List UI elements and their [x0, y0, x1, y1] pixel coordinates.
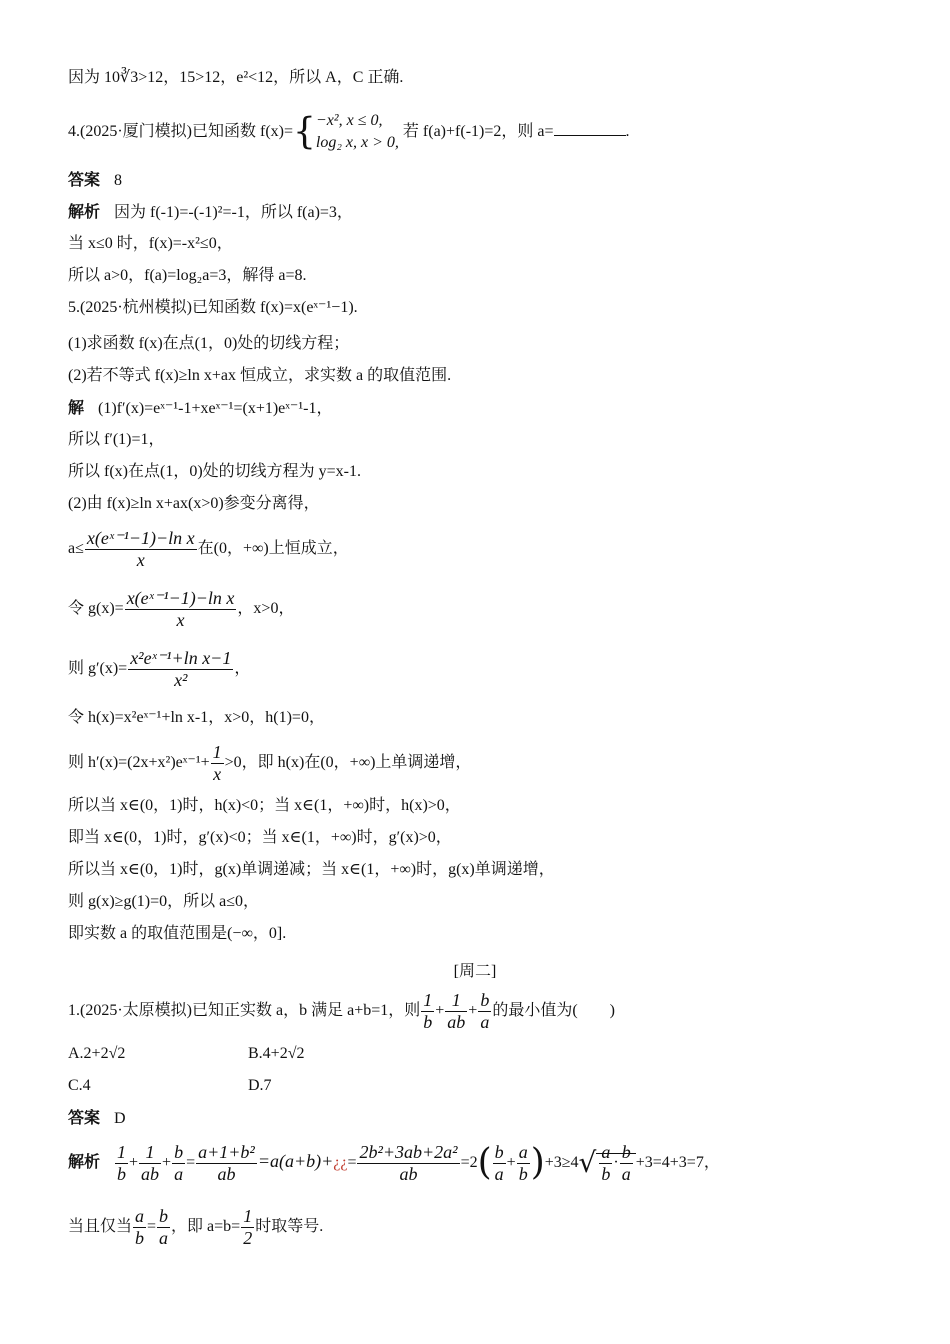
answer-blank: [554, 121, 626, 136]
text: 的最小值为( ): [492, 1001, 615, 1019]
denominator: b: [423, 1011, 433, 1032]
question-4: 4.(2025·厦门模拟)已知函数 f(x)={ −x², x ≤ 0, log₂ x, x > 0, 若 f(a)+f(-1)=2，则 a= .: [68, 110, 630, 155]
text: +3≥4: [544, 1153, 579, 1171]
text: =a(a+b)+: [257, 1150, 334, 1171]
plus: +: [162, 1153, 172, 1171]
text: 当且仅当: [68, 1217, 133, 1235]
fraction: [211, 742, 224, 784]
solution-5-9: [68, 742, 471, 784]
fraction: [172, 1142, 185, 1184]
fraction: [241, 1206, 254, 1248]
equals: =: [147, 1217, 157, 1235]
analysis-label: 解析: [68, 1151, 101, 1171]
numerator: 1: [117, 1142, 127, 1162]
fraction: [620, 1142, 633, 1184]
denominator: ab: [447, 1011, 466, 1032]
plus: +: [129, 1153, 139, 1171]
text: >0，即 h(x)在(0，+∞)上单调递增，: [224, 753, 472, 771]
fraction: [139, 1142, 161, 1184]
text: 在(0，+∞)上恒成立，: [197, 539, 349, 557]
numerator: a: [135, 1206, 145, 1226]
solution-label: 解: [68, 398, 85, 417]
denominator: ab: [217, 1163, 236, 1184]
numerator: 1: [212, 742, 222, 762]
fraction: [128, 648, 233, 690]
plus: +: [506, 1153, 516, 1171]
denominator: a: [494, 1163, 504, 1184]
fraction: [196, 1142, 257, 1184]
fraction: [115, 1142, 128, 1184]
fraction: [85, 528, 197, 570]
numerator: 1: [423, 990, 433, 1010]
plus: +: [435, 1001, 445, 1019]
denominator: b: [518, 1163, 528, 1184]
numerator: b: [494, 1142, 504, 1162]
option-d: D.7: [248, 1077, 272, 1094]
numerator: a: [601, 1142, 611, 1162]
fraction: [493, 1142, 506, 1184]
analysis-4-3: 所以 a>0，f(a)=log₂a=3，解得 a=8.: [68, 267, 307, 284]
equals: =: [186, 1153, 196, 1171]
numerator: b: [621, 1142, 631, 1162]
text: ，: [234, 659, 251, 677]
numerator: 2b²+3ab+2a²: [359, 1142, 458, 1162]
denominator: b: [135, 1227, 145, 1248]
question-5-part-2: (2)若不等式 f(x)≥ln x+ax 恒成立，求实数 a 的取值范围.: [68, 367, 452, 384]
solution-5-4: (2)由 f(x)≥ln x+ax(x>0)参变分离得，: [68, 495, 320, 512]
text: ，即 a=b=: [171, 1217, 241, 1235]
fraction: [445, 990, 467, 1032]
line-1: 因为 10∛3>12，15>12，e²<12，所以 A，C 正确.: [68, 69, 404, 86]
numerator: x(eˣ⁻¹−1)−ln x: [86, 528, 195, 548]
analysis-text: 因为 f(-1)=-(-1)²=-1，所以 f(a)=3，: [114, 204, 353, 221]
denominator: x: [136, 549, 145, 570]
denominator: b: [601, 1163, 611, 1184]
text: 则 g′(x)=: [68, 659, 128, 677]
plus: +: [468, 1001, 478, 1019]
denominator: ab: [141, 1163, 160, 1184]
solution-5-8: 令 h(x)=x²eˣ⁻¹+ln x-1，x>0，h(1)=0，: [68, 709, 325, 726]
solution-5-12: 所以当 x∈(0，1)时，g(x)单调递减；当 x∈(1，+∞)时，g(x)单调递增，: [68, 861, 555, 878]
text: 时取等号.: [255, 1217, 324, 1235]
answer-label: 答案: [68, 170, 101, 189]
text: a≤: [68, 539, 84, 557]
text: =2: [460, 1153, 478, 1171]
fraction: [133, 1206, 146, 1248]
text: 1.(2025·太原模拟)已知正实数 a，b 满足 a+b=1，则: [68, 1001, 421, 1019]
solution-5-2: 所以 f′(1)=1，: [68, 431, 165, 448]
option-a: A.2+2√2: [68, 1045, 126, 1062]
fraction: [125, 588, 237, 630]
denominator: ab: [399, 1163, 418, 1184]
analysis-4-2: 当 x≤0 时，f(x)=-x²≤0，: [68, 235, 233, 252]
numerator: b: [174, 1142, 184, 1162]
answer-4: [68, 172, 122, 189]
analysis-4-1: [68, 204, 353, 221]
solution-5-5: [68, 528, 349, 570]
solution-5-10: 所以当 x∈(0，1)时，h(x)<0；当 x∈(1，+∞)时，h(x)>0，: [68, 797, 461, 814]
equality-condition: [68, 1206, 323, 1248]
text: 令 g(x)=: [68, 599, 124, 617]
denominator: a: [174, 1163, 184, 1184]
solution-5-1: [68, 400, 332, 417]
denominator: a: [621, 1163, 631, 1184]
fraction: [421, 990, 434, 1032]
answer-value: 8: [114, 172, 123, 189]
text: ，x>0，: [237, 599, 295, 617]
text: +3=4+3=7，: [635, 1153, 720, 1171]
section-heading: [周二]: [453, 963, 497, 980]
numerator: 1: [445, 990, 467, 1012]
denominator: b: [117, 1163, 127, 1184]
q4-case-1: −x², x ≤ 0,: [315, 112, 383, 129]
denominator: a: [480, 1011, 490, 1032]
q4-suffix: 若 f(a)+f(-1)=2，则 a=: [402, 123, 554, 141]
numerator: a: [518, 1142, 528, 1162]
option-c: C.4: [68, 1077, 91, 1094]
question-5-part-1: (1)求函数 f(x)在点(1，0)处的切线方程；: [68, 335, 350, 352]
option-b: B.4+2√2: [248, 1045, 305, 1062]
denominator: a: [159, 1227, 169, 1248]
answer-value: D: [114, 1110, 126, 1127]
fraction: [357, 1142, 459, 1184]
denominator: x: [176, 609, 185, 630]
analysis-1: 解析 $\frac{1}{b}$ + $\frac{1}{ab}$ + $\frac{b}{a}$ = $\frac{\text{a+1+b²}}{ab}$ =a(a+b)+¿¿= $\frac{\text{2b²+3ab+2a²}}{ab}$ =2( $\frac{b}{a}$ + $\frac{a}{b}$ )+3≥4√ $\frac{a}{b}$ · $\frac{b}{a}$ +3=4+3=7，: [68, 1142, 720, 1184]
answer-1: [68, 1110, 126, 1127]
numerator: b: [480, 990, 490, 1010]
answer-label: 答案: [68, 1108, 101, 1127]
denominator: x²: [174, 669, 188, 690]
solution-5-14: 即实数 a 的取值范围是(−∞，0].: [68, 925, 287, 942]
solution-text: (1)f′(x)=eˣ⁻¹-1+xeˣ⁻¹=(x+1)eˣ⁻¹-1，: [98, 400, 333, 417]
numerator: 1: [243, 1206, 253, 1226]
fraction: [478, 990, 491, 1032]
fraction: [599, 1142, 612, 1184]
text: 则 h′(x)=(2x+x²)eˣ⁻¹+: [68, 753, 210, 771]
equals: =: [347, 1153, 357, 1171]
fraction: [157, 1206, 170, 1248]
denominator: x: [213, 763, 222, 784]
solution-5-13: 则 g(x)≥g(1)=0，所以 a≤0，: [68, 893, 260, 910]
numerator: x²eˣ⁻¹+ln x−1: [130, 648, 232, 668]
solution-5-11: 即当 x∈(0，1)时，g′(x)<0；当 x∈(1，+∞)时，g′(x)>0，: [68, 829, 452, 846]
question-5: 5.(2025·杭州模拟)已知函数 f(x)=x(eˣ⁻¹−1).: [68, 299, 358, 316]
analysis-label: 解析: [68, 202, 101, 221]
solution-5-3: 所以 f(x)在点(1，0)处的切线方程为 y=x-1.: [68, 463, 361, 480]
numerator: 1: [139, 1142, 161, 1164]
solution-5-7: [68, 648, 250, 690]
numerator: a+1+b²: [198, 1142, 255, 1162]
solution-5-6: [68, 588, 294, 630]
denominator: 2: [243, 1227, 253, 1248]
numerator: x(eˣ⁻¹−1)−ln x: [126, 588, 235, 608]
fraction: [517, 1142, 530, 1184]
q4-case-2: log₂ x, x > 0,: [315, 134, 399, 152]
numerator: b: [159, 1206, 169, 1226]
q4-prefix: 4.(2025·厦门模拟)已知函数 f(x)=: [68, 123, 293, 141]
question-1: [68, 990, 615, 1032]
render-error-text: ¿¿: [333, 1153, 348, 1171]
